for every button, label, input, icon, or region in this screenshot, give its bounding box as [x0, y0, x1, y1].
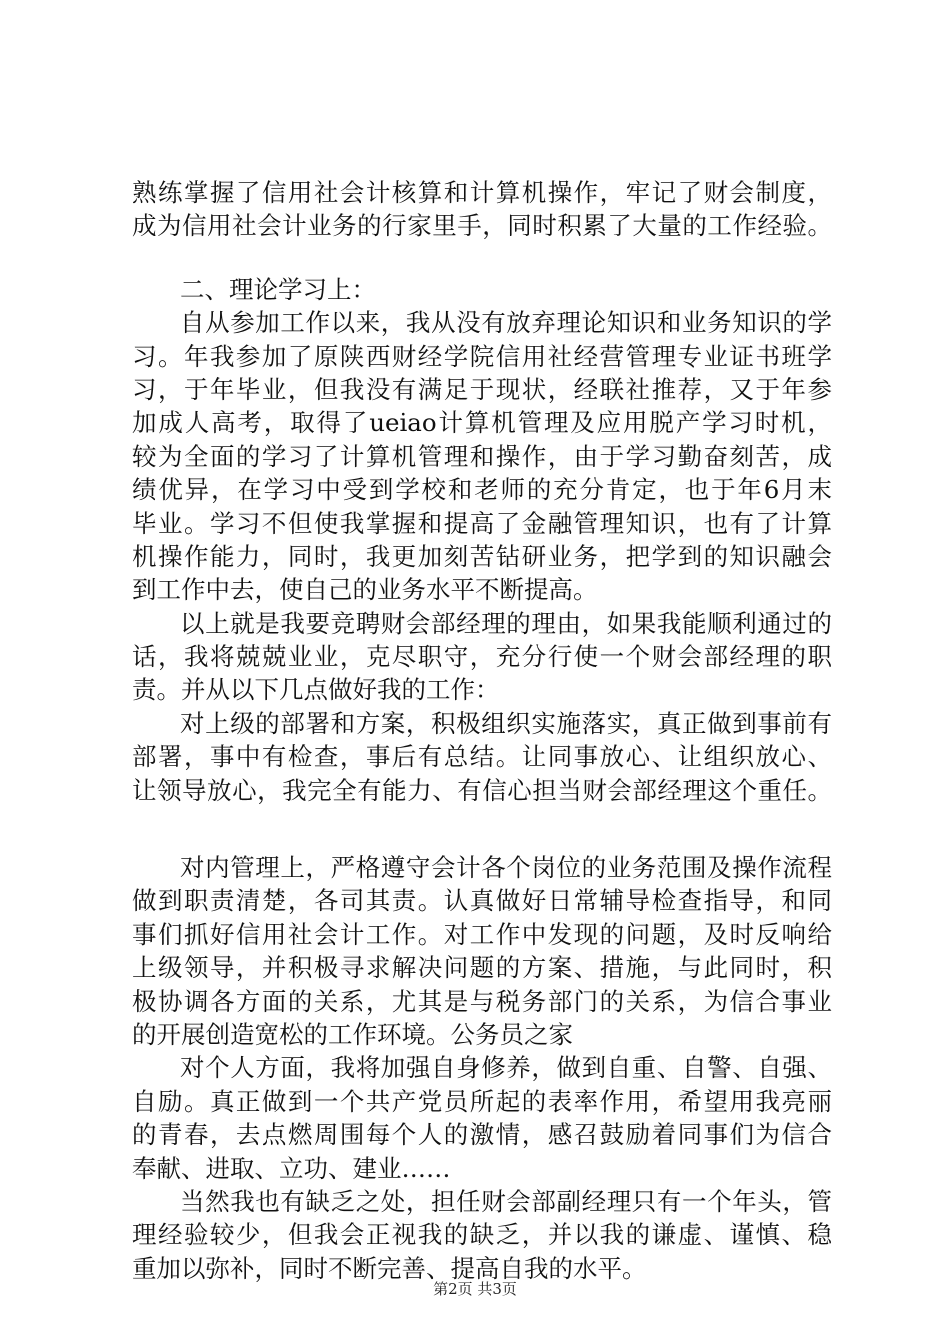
paragraph-line: 理经验较少，但我会正视我的缺乏，并以我的谦虚、谨慎、稳	[132, 1220, 832, 1250]
paragraph-line: 以上就是我要竞聘财会部经理的理由，如果我能顺利通过的	[180, 608, 832, 638]
paragraph-line: 习，于年毕业，但我没有满足于现状，经联社推荐，又于年参	[132, 374, 832, 404]
paragraph-line: 对个人方面，我将加强自身修养，做到自重、自警、自强、	[180, 1053, 832, 1083]
paragraph-line: 做到职责清楚，各司其责。认真做好日常辅导检查指导，和同	[132, 886, 832, 916]
page-number-footer: 第2页 共3页	[433, 1280, 517, 1298]
paragraph-line: 对内管理上，严格遵守会计各个岗位的业务范围及操作流程	[180, 853, 832, 883]
paragraph-line: 绩优异，在学习中受到学校和老师的充分肯定，也于年6月末	[132, 475, 832, 505]
section-heading: 二、理论学习上：	[180, 274, 376, 304]
paragraph-line: 习。年我参加了原陕西财经学院信用社经营管理专业证书班学	[132, 341, 832, 371]
paragraph-line: 加成人高考，取得了ueiao计算机管理及应用脱产学习时机，	[132, 408, 832, 438]
paragraph-line: 上级领导，并积极寻求解决问题的方案、措施，与此同时，积	[132, 953, 832, 983]
paragraph-line: 较为全面的学习了计算机管理和操作，由于学习勤奋刻苦，成	[132, 441, 832, 471]
paragraph-line: 极协调各方面的关系，尤其是与税务部门的关系，为信合事业	[132, 986, 832, 1016]
paragraph-line: 自从参加工作以来，我从没有放弃理论知识和业务知识的学	[180, 308, 832, 338]
paragraph-line: 奉献、进取、立功、建业……	[132, 1153, 451, 1183]
paragraph-line: 成为信用社会计业务的行家里手，同时积累了大量的工作经验。	[132, 211, 832, 241]
paragraph-line: 当然我也有缺乏之处，担任财会部副经理只有一个年头，管	[180, 1186, 832, 1216]
paragraph-gap	[132, 807, 832, 851]
paragraph-line: 重加以弥补，同时不断完善、提高自我的水平。	[132, 1253, 647, 1283]
document-body	[132, 176, 832, 1285]
paragraph-line: 的青春，去点燃周围每个人的激情，感召鼓励着同事们为信合	[132, 1120, 832, 1150]
paragraph-line: 责。并从以下几点做好我的工作：	[132, 675, 500, 705]
paragraph-line: 让领导放心，我完全有能力、有信心担当财会部经理这个重任。	[132, 775, 832, 805]
paragraph-line: 机操作能力，同时，我更加刻苦钻研业务，把学到的知识融会	[132, 541, 832, 571]
paragraph-line: 部署，事中有检查，事后有总结。让同事放心、让组织放心、	[132, 742, 832, 772]
paragraph-line: 毕业。学习不但使我掌握和提高了金融管理知识，也有了计算	[132, 508, 832, 538]
paragraph-line: 事们抓好信用社会计工作。对工作中发现的问题，及时反响给	[132, 919, 832, 949]
paragraph-line: 到工作中去，使自己的业务水平不断提高。	[132, 575, 598, 605]
paragraph-line: 对上级的部署和方案，积极组织实施落实，真正做到事前有	[180, 708, 832, 738]
paragraph-gap	[132, 243, 832, 273]
paragraph-line: 话，我将兢兢业业，克尽职守，充分行使一个财会部经理的职	[132, 642, 832, 672]
paragraph-line: 熟练掌握了信用社会计核算和计算机操作，牢记了财会制度，	[132, 178, 832, 207]
paragraph-line: 的开展创造宽松的工作环境。公务员之家	[132, 1019, 573, 1049]
paragraph-line: 自励。真正做到一个共产党员所起的表率作用，希望用我亮丽	[132, 1086, 832, 1116]
